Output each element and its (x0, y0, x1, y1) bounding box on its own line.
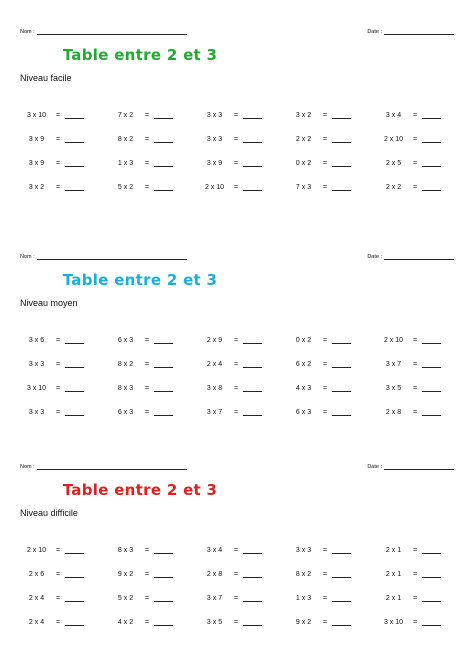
equals-sign: = (233, 159, 239, 167)
exercise-item (377, 103, 467, 127)
exercise-item (287, 586, 377, 610)
multiplication-expression: 2 x 1 (385, 594, 402, 602)
multiplication-expression: 3 x 5 (206, 618, 223, 626)
equals-sign: = (55, 159, 61, 167)
equals-sign: = (233, 111, 239, 119)
equals-sign: = (55, 618, 61, 626)
equals-sign: = (322, 111, 328, 119)
multiplication-expression: 8 x 2 (117, 360, 134, 368)
answer-blank[interactable] (243, 160, 262, 167)
equals-sign: = (322, 336, 328, 344)
answer-blank[interactable] (422, 571, 441, 578)
answer-blank[interactable] (332, 160, 351, 167)
exercise-item (198, 103, 288, 127)
date-field[interactable] (367, 253, 454, 260)
exercise-item (20, 376, 110, 400)
equals-sign: = (322, 618, 328, 626)
exercise-item (20, 610, 110, 634)
exercise-item (377, 538, 467, 562)
equals-sign: = (144, 546, 150, 554)
answer-blank[interactable] (332, 385, 351, 392)
equals-sign: = (144, 408, 150, 416)
multiplication-expression: 3 x 4 (206, 546, 223, 554)
multiplication-expression: 2 x 10 (383, 336, 404, 344)
equals-sign: = (233, 384, 239, 392)
answer-blank[interactable] (65, 409, 84, 416)
exercise-item (109, 328, 199, 352)
worksheet-section (0, 253, 474, 453)
worksheet-section (0, 463, 474, 663)
multiplication-expression: 3 x 10 (26, 384, 47, 392)
equals-sign: = (55, 594, 61, 602)
exercise-item (377, 400, 467, 424)
answer-blank[interactable] (332, 112, 351, 119)
multiplication-expression: 3 x 10 (26, 111, 47, 119)
multiplication-expression: 2 x 2 (385, 183, 402, 191)
equals-sign: = (322, 594, 328, 602)
answer-blank[interactable] (332, 595, 351, 602)
answer-blank[interactable] (65, 361, 84, 368)
equals-sign: = (322, 570, 328, 578)
exercise-item (20, 328, 110, 352)
equals-sign: = (322, 408, 328, 416)
equals-sign: = (144, 360, 150, 368)
equals-sign: = (412, 618, 418, 626)
exercise-item (377, 562, 467, 586)
equals-sign: = (144, 594, 150, 602)
exercise-item (287, 610, 377, 634)
exercise-item (287, 328, 377, 352)
answer-blank[interactable] (332, 571, 351, 578)
exercise-item (287, 175, 377, 199)
multiplication-expression: 3 x 7 (206, 408, 223, 416)
multiplication-expression: 2 x 5 (385, 159, 402, 167)
exercise-item (198, 352, 288, 376)
answer-blank[interactable] (332, 619, 351, 626)
exercise-item (377, 328, 467, 352)
equals-sign: = (322, 159, 328, 167)
multiplication-expression: 3 x 4 (385, 111, 402, 119)
equals-sign: = (55, 111, 61, 119)
exercise-item (109, 151, 199, 175)
multiplication-expression: 8 x 2 (117, 135, 134, 143)
multiplication-expression: 3 x 9 (28, 159, 45, 167)
answer-blank[interactable] (332, 361, 351, 368)
answer-blank[interactable] (243, 409, 262, 416)
multiplication-expression: 2 x 2 (295, 135, 312, 143)
difficulty-level: Niveau facile (20, 73, 72, 83)
equals-sign: = (233, 546, 239, 554)
multiplication-expression: 3 x 7 (385, 360, 402, 368)
multiplication-expression: 4 x 3 (295, 384, 312, 392)
answer-blank[interactable] (422, 361, 441, 368)
multiplication-expression: 4 x 2 (117, 618, 134, 626)
answer-blank[interactable] (65, 595, 84, 602)
equals-sign: = (322, 546, 328, 554)
answer-blank[interactable] (154, 571, 173, 578)
answer-blank[interactable] (422, 385, 441, 392)
multiplication-expression: 3 x 3 (28, 408, 45, 416)
equals-sign: = (55, 360, 61, 368)
multiplication-expression: 2 x 8 (206, 570, 223, 578)
exercise-item (377, 175, 467, 199)
exercise-item (109, 127, 199, 151)
answer-blank[interactable] (65, 619, 84, 626)
name-line[interactable] (37, 28, 187, 35)
date-line[interactable] (384, 253, 454, 260)
equals-sign: = (412, 570, 418, 578)
answer-blank[interactable] (243, 595, 262, 602)
multiplication-expression: 3 x 6 (28, 336, 45, 344)
answer-blank[interactable] (243, 571, 262, 578)
answer-blank[interactable] (154, 595, 173, 602)
difficulty-level: Niveau difficile (20, 508, 78, 518)
multiplication-expression: 3 x 7 (206, 594, 223, 602)
equals-sign: = (322, 183, 328, 191)
answer-blank[interactable] (422, 112, 441, 119)
multiplication-expression: 2 x 10 (204, 183, 225, 191)
exercise-item (198, 127, 288, 151)
answer-blank[interactable] (243, 112, 262, 119)
multiplication-expression: 2 x 4 (28, 618, 45, 626)
equals-sign: = (55, 183, 61, 191)
equals-sign: = (233, 360, 239, 368)
name-line[interactable] (37, 253, 187, 260)
date-field[interactable] (367, 28, 454, 35)
exercise-grid (20, 538, 460, 648)
equals-sign: = (233, 570, 239, 578)
header-row (20, 28, 454, 38)
equals-sign: = (144, 111, 150, 119)
date-field[interactable] (367, 463, 454, 470)
equals-sign: = (144, 384, 150, 392)
exercise-item (109, 376, 199, 400)
multiplication-expression: 3 x 2 (295, 111, 312, 119)
exercise-grid (20, 328, 460, 438)
exercise-item (109, 103, 199, 127)
equals-sign: = (233, 183, 239, 191)
equals-sign: = (322, 360, 328, 368)
section-title: Table entre 2 et 3 (62, 481, 218, 499)
answer-blank[interactable] (422, 547, 441, 554)
multiplication-expression: 3 x 3 (295, 546, 312, 554)
multiplication-expression: 0 x 2 (295, 336, 312, 344)
answer-blank[interactable] (65, 112, 84, 119)
equals-sign: = (412, 408, 418, 416)
multiplication-expression: 2 x 4 (28, 594, 45, 602)
multiplication-expression: 0 x 2 (295, 159, 312, 167)
equals-sign: = (144, 618, 150, 626)
date-line[interactable] (384, 463, 454, 470)
answer-blank[interactable] (422, 184, 441, 191)
name-field[interactable] (20, 463, 187, 470)
answer-blank[interactable] (154, 547, 173, 554)
multiplication-expression: 1 x 3 (117, 159, 134, 167)
exercise-item (287, 151, 377, 175)
answer-blank[interactable] (65, 184, 84, 191)
section-title: Table entre 2 et 3 (62, 46, 218, 64)
multiplication-expression: 6 x 2 (295, 360, 312, 368)
multiplication-expression: 2 x 10 (26, 546, 47, 554)
answer-blank[interactable] (243, 385, 262, 392)
answer-blank[interactable] (422, 136, 441, 143)
answer-blank[interactable] (243, 184, 262, 191)
exercise-item (287, 127, 377, 151)
name-label: Nom : (20, 464, 35, 470)
equals-sign: = (412, 135, 418, 143)
equals-sign: = (233, 336, 239, 344)
equals-sign: = (144, 336, 150, 344)
difficulty-level: Niveau moyen (20, 298, 78, 308)
multiplication-expression: 6 x 3 (295, 408, 312, 416)
equals-sign: = (322, 135, 328, 143)
exercise-item (198, 151, 288, 175)
equals-sign: = (412, 183, 418, 191)
answer-blank[interactable] (332, 409, 351, 416)
section-title: Table entre 2 et 3 (62, 271, 218, 289)
header-row (20, 253, 454, 263)
answer-blank[interactable] (65, 571, 84, 578)
answer-blank[interactable] (243, 136, 262, 143)
date-label: Date : (367, 29, 382, 35)
exercise-item (109, 610, 199, 634)
name-field[interactable] (20, 28, 187, 35)
equals-sign: = (55, 408, 61, 416)
exercise-item (20, 538, 110, 562)
equals-sign: = (412, 336, 418, 344)
exercise-item (109, 352, 199, 376)
multiplication-expression: 7 x 2 (117, 111, 134, 119)
exercise-item (198, 175, 288, 199)
multiplication-expression: 3 x 10 (383, 618, 404, 626)
equals-sign: = (233, 618, 239, 626)
answer-blank[interactable] (154, 619, 173, 626)
multiplication-expression: 9 x 2 (117, 570, 134, 578)
answer-blank[interactable] (154, 160, 173, 167)
exercise-item (198, 328, 288, 352)
multiplication-expression: 3 x 9 (206, 159, 223, 167)
exercise-item (109, 400, 199, 424)
multiplication-expression: 2 x 9 (206, 336, 223, 344)
date-label: Date : (367, 464, 382, 470)
answer-blank[interactable] (154, 385, 173, 392)
answer-blank[interactable] (332, 184, 351, 191)
exercise-item (198, 376, 288, 400)
exercise-item (109, 586, 199, 610)
equals-sign: = (144, 135, 150, 143)
multiplication-expression: 5 x 2 (117, 594, 134, 602)
multiplication-expression: 9 x 2 (295, 618, 312, 626)
exercise-item (198, 538, 288, 562)
exercise-item (109, 538, 199, 562)
multiplication-expression: 3 x 9 (28, 135, 45, 143)
multiplication-expression: 2 x 8 (385, 408, 402, 416)
answer-blank[interactable] (154, 112, 173, 119)
equals-sign: = (322, 384, 328, 392)
multiplication-expression: 6 x 3 (117, 336, 134, 344)
exercise-item (20, 127, 110, 151)
equals-sign: = (412, 159, 418, 167)
answer-blank[interactable] (422, 409, 441, 416)
multiplication-expression: 1 x 3 (295, 594, 312, 602)
exercise-item (20, 352, 110, 376)
equals-sign: = (55, 384, 61, 392)
answer-blank[interactable] (243, 361, 262, 368)
exercise-item (20, 151, 110, 175)
exercise-item (198, 400, 288, 424)
name-label: Nom : (20, 254, 35, 260)
equals-sign: = (55, 546, 61, 554)
equals-sign: = (144, 570, 150, 578)
exercise-item (287, 400, 377, 424)
exercise-item (287, 352, 377, 376)
date-label: Date : (367, 254, 382, 260)
answer-blank[interactable] (65, 160, 84, 167)
exercise-item (198, 562, 288, 586)
name-field[interactable] (20, 253, 187, 260)
equals-sign: = (233, 135, 239, 143)
answer-blank[interactable] (243, 337, 262, 344)
multiplication-expression: 3 x 3 (206, 111, 223, 119)
exercise-item (20, 175, 110, 199)
answer-blank[interactable] (154, 361, 173, 368)
multiplication-expression: 8 x 3 (117, 546, 134, 554)
answer-blank[interactable] (154, 337, 173, 344)
equals-sign: = (55, 135, 61, 143)
multiplication-expression: 2 x 4 (206, 360, 223, 368)
multiplication-expression: 5 x 2 (117, 183, 134, 191)
answer-blank[interactable] (65, 547, 84, 554)
multiplication-expression: 3 x 8 (206, 384, 223, 392)
equals-sign: = (233, 594, 239, 602)
equals-sign: = (412, 546, 418, 554)
exercise-item (377, 151, 467, 175)
equals-sign: = (412, 360, 418, 368)
equals-sign: = (412, 594, 418, 602)
equals-sign: = (55, 570, 61, 578)
exercise-item (109, 562, 199, 586)
exercise-item (20, 586, 110, 610)
equals-sign: = (233, 408, 239, 416)
answer-blank[interactable] (65, 385, 84, 392)
exercise-item (109, 175, 199, 199)
answer-blank[interactable] (422, 595, 441, 602)
answer-blank[interactable] (243, 547, 262, 554)
answer-blank[interactable] (154, 136, 173, 143)
exercise-item (20, 400, 110, 424)
header-row (20, 463, 454, 473)
answer-blank[interactable] (332, 547, 351, 554)
equals-sign: = (144, 183, 150, 191)
multiplication-expression: 6 x 3 (117, 408, 134, 416)
answer-blank[interactable] (154, 409, 173, 416)
multiplication-expression: 3 x 3 (28, 360, 45, 368)
multiplication-expression: 2 x 1 (385, 570, 402, 578)
worksheet-section (0, 28, 474, 228)
exercise-item (377, 127, 467, 151)
answer-blank[interactable] (65, 136, 84, 143)
exercise-item (377, 610, 467, 634)
multiplication-expression: 2 x 1 (385, 546, 402, 554)
multiplication-expression: 3 x 5 (385, 384, 402, 392)
exercise-item (287, 562, 377, 586)
multiplication-expression: 2 x 6 (28, 570, 45, 578)
answer-blank[interactable] (332, 337, 351, 344)
multiplication-expression: 8 x 2 (295, 570, 312, 578)
multiplication-expression: 8 x 3 (117, 384, 134, 392)
answer-blank[interactable] (422, 160, 441, 167)
exercise-item (377, 376, 467, 400)
exercise-item (377, 352, 467, 376)
exercise-item (198, 610, 288, 634)
answer-blank[interactable] (154, 184, 173, 191)
exercise-item (20, 103, 110, 127)
multiplication-expression: 7 x 3 (295, 183, 312, 191)
multiplication-expression: 2 x 10 (383, 135, 404, 143)
equals-sign: = (412, 111, 418, 119)
exercise-grid (20, 103, 460, 213)
answer-blank[interactable] (332, 136, 351, 143)
equals-sign: = (55, 336, 61, 344)
exercise-item (198, 586, 288, 610)
name-label: Nom : (20, 29, 35, 35)
equals-sign: = (412, 384, 418, 392)
exercise-item (287, 376, 377, 400)
multiplication-expression: 3 x 2 (28, 183, 45, 191)
answer-blank[interactable] (422, 619, 441, 626)
date-line[interactable] (384, 28, 454, 35)
answer-blank[interactable] (65, 337, 84, 344)
name-line[interactable] (37, 463, 187, 470)
exercise-item (20, 562, 110, 586)
exercise-item (287, 538, 377, 562)
exercise-item (287, 103, 377, 127)
exercise-item (377, 586, 467, 610)
answer-blank[interactable] (243, 619, 262, 626)
answer-blank[interactable] (422, 337, 441, 344)
equals-sign: = (144, 159, 150, 167)
multiplication-expression: 3 x 3 (206, 135, 223, 143)
